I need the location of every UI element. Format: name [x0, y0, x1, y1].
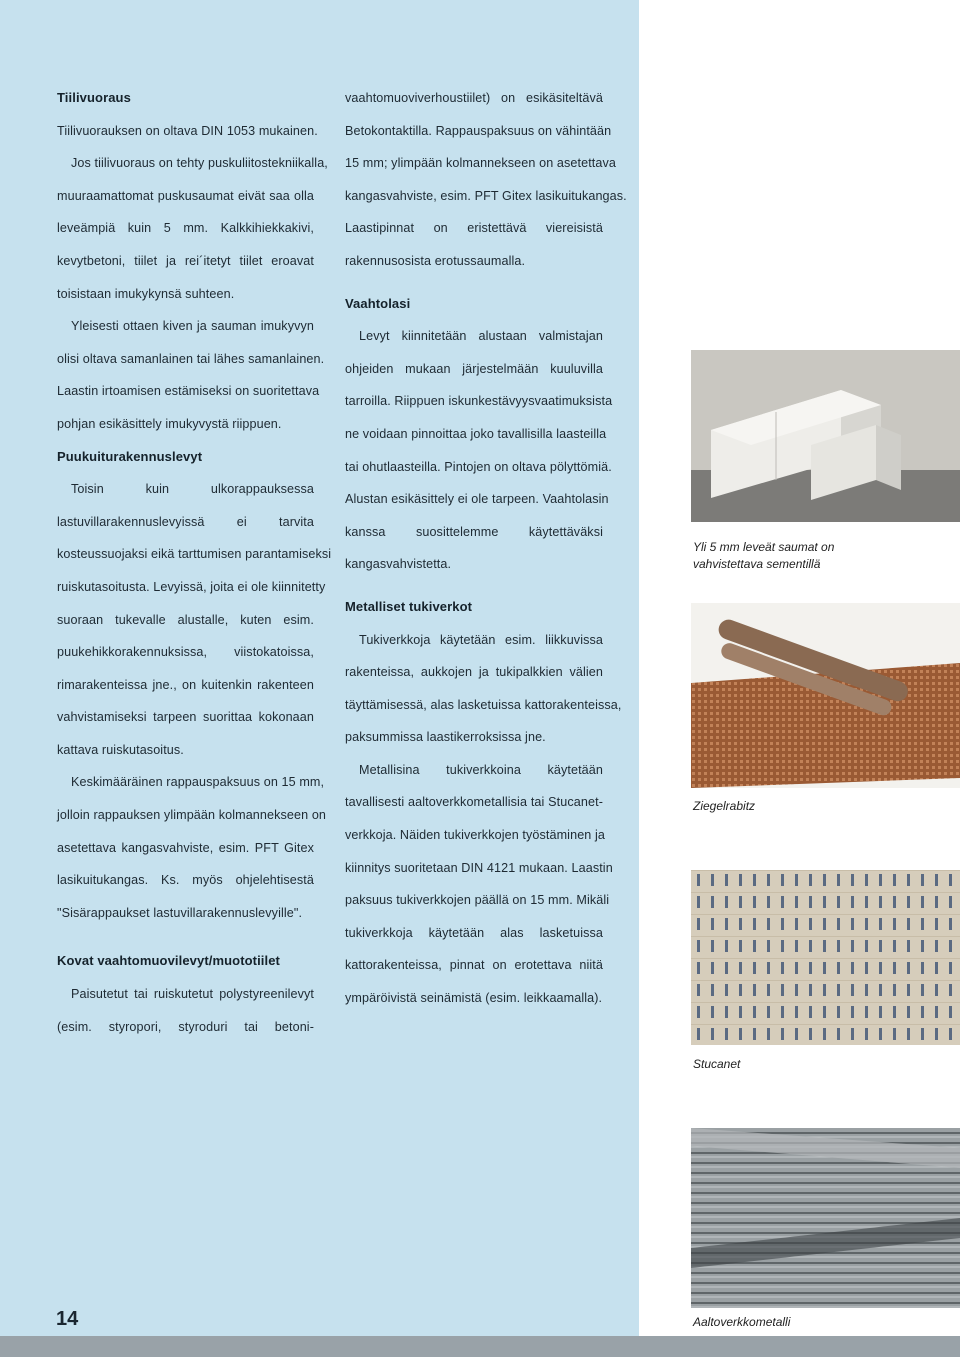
paragraph-line: asetettava kangasvahviste, esim. PFT Gitex [57, 840, 314, 855]
paragraph-line: kiinnitys suoritetaan DIN 4121 mukaan. Laastin [345, 860, 613, 875]
paragraph-line: kangasvahviste, esim. PFT Gitex lasikuitukangas. [345, 188, 627, 203]
caption-line: vahvistettava sementillä [693, 557, 821, 571]
paragraph-line: olisi oltava samanlainen tai lähes samanlainen. [57, 351, 325, 366]
heading-tiilivuoraus: Tiilivuoraus [57, 90, 131, 105]
footer-bar [0, 1336, 960, 1357]
ziegelrabitz-photo [691, 603, 960, 788]
paragraph-line: kosteussuojaksi eikä tarttumisen parantamiseksi [57, 547, 332, 562]
paragraph-line: kangasvahvistetta. [345, 557, 452, 572]
paragraph-line: ympäröivistä seinämistä (esim. leikkaamalla). [345, 991, 603, 1006]
paragraph-line: Tiilivuorauksen on oltava DIN 1053 mukainen. [57, 123, 318, 138]
paragraph-line: lastuvillarakennuslevyissä ei tarvita [57, 514, 314, 529]
paragraph-line: suoraan tukevalle alustalle, kuten esim. [57, 612, 314, 627]
caption-mesh: Ziegelrabitz [693, 799, 756, 813]
page-number: 14 [56, 1308, 79, 1330]
left-column [57, 82, 332, 1043]
paragraph-line: rakennusosista erotussaumalla. [345, 253, 526, 268]
paragraph-line: Laastipinnat on eristettävä viereisistä [345, 221, 603, 236]
paragraph-line: pohjan esikäsittely imukyvystä riippuen. [57, 416, 282, 431]
stucanet-photo [691, 870, 960, 1045]
paragraph-line: Laastin irtoamisen estämiseksi on suoritettava [57, 384, 320, 399]
aaltoverkkometalli-photo [691, 1128, 960, 1308]
paragraph-line: toisistaan imukykynsä suhteen. [57, 286, 235, 301]
paragraph-line: rimarakenteissa jne., on kuitenkin rakenteen [57, 677, 314, 692]
paragraph-line: täyttämisessä, alas lasketuissa kattorakenteissa, [345, 697, 622, 712]
heading-vaahtolasi: Vaahtolasi [345, 295, 411, 311]
paragraph-line: Tukiverkkoja käytetään esim. liikkuvissa [359, 632, 603, 647]
paragraph-line: vaahtomuoviverhoustiilet) on esikäsiteltävä [345, 91, 603, 105]
paragraph-line: kattava ruiskutasoitus. [57, 742, 184, 757]
paragraph-line: 15 mm; ylimpään kolmannekseen on asetettava [345, 156, 617, 171]
paragraph-line: paksuus tukiverkkojen päällä on 15 mm. Mikäli [345, 893, 610, 908]
paragraph-line: tavallisesti aaltoverkkometallisia tai Stucanet- [345, 795, 603, 810]
paragraph-line: puukehikkorakennuksissa, viistokatoissa, [57, 645, 314, 660]
caption-blocks [693, 539, 834, 573]
paragraph-line: jolloin rappauksen ylimpään kolmannekseen on [57, 808, 327, 823]
heading-kovat-vaahtomuovilevyt: Kovat vaahtomuovilevyt/muototiilet [57, 953, 280, 969]
paragraph-line: ohjeiden mukaan järjestelmään kuuluvilla [345, 361, 603, 376]
paragraph-line: kevytbetoni, tiilet ja rei´itetyt tiilet eroavat [57, 253, 314, 268]
spacer [345, 581, 603, 591]
spacer [345, 278, 603, 288]
heading-puukuiturakennuslevyt: Puukuiturakennuslevyt [57, 448, 203, 464]
caption-line: Yli 5 mm leveät saumat on [693, 540, 835, 554]
paragraph-line: "Sisärappaukset lastuvillarakennuslevyille". [57, 905, 303, 920]
paragraph-line: ne voidaan pinnoittaa joko tavallisilla laasteilla [345, 426, 607, 441]
paragraph-line: verkkoja. Näiden tukiverkkojen työstäminen ja [345, 828, 605, 843]
paragraph-line: leveämpiä kuin 5 mm. Kalkkihiekkakivi, [57, 221, 314, 236]
paragraph-line: ruiskutasoitusta. Levyissä, joita ei ole kiinnitetty [57, 579, 326, 594]
paragraph-line: vahvistamiseksi tarpeen suorittaa kokonaan [57, 710, 314, 725]
paragraph-line: Toisin kuin ulkorappauksessa [71, 482, 314, 497]
paragraph-line: tukiverkkoja käytetään alas lasketuissa [345, 925, 603, 940]
paragraph-line: paksummissa laastikerroksissa jne. [345, 730, 546, 745]
caption-stucanet: Stucanet [693, 1057, 741, 1071]
paragraph-line: Jos tiilivuoraus on tehty puskuliitostekniikalla, [71, 156, 328, 171]
middle-column [345, 82, 627, 1015]
foam-glass-blocks-photo [691, 350, 960, 522]
paragraph-line: rakenteissa, aukkojen ja tukipalkkien välien [345, 665, 603, 680]
heading-metalliset-tukiverkot: Metalliset tukiverkot [345, 598, 473, 614]
paragraph-line: (esim. styropori, styroduri tai betoni- [57, 1019, 314, 1034]
paragraph-line: lasikuitukangas. Ks. myös ohjelehtisestä [57, 873, 314, 888]
paragraph-line: Keskimääräinen rappauspaksuus on 15 mm, [71, 775, 325, 790]
paragraph-line: Paisutetut tai ruiskutetut polystyreenilevyt [71, 987, 314, 1002]
paragraph-line: tai ohutlaasteilla. Pintojen on oltava pölyttömiä. [345, 459, 612, 474]
paragraph-line: Alustan esikäsittely ei ole tarpeen. Vaahtolasin [345, 492, 609, 507]
paragraph-line: kattorakenteissa, pinnat on erotettava niitä [345, 958, 603, 973]
paragraph-line: Metallisina tukiverkkoina käytetään [359, 762, 603, 777]
paragraph-line: Yleisesti ottaen kiven ja sauman imukyvyn [71, 319, 314, 334]
paragraph-line: kanssa suosittelemme käytettäväksi [345, 524, 603, 539]
spacer [57, 929, 314, 945]
paragraph-line: Levyt kiinnitetään alustaan valmistajan [359, 329, 603, 344]
paragraph-line: tarroilla. Riippuen iskunkestävyysvaatimuksista [345, 394, 613, 409]
paragraph-line: muuraamattomat puskusaumat eivät saa olla [57, 188, 314, 203]
caption-metal: Aaltoverkkometalli [693, 1315, 791, 1329]
paragraph-line: Betokontaktilla. Rappauspaksuus on vähintään [345, 123, 612, 138]
